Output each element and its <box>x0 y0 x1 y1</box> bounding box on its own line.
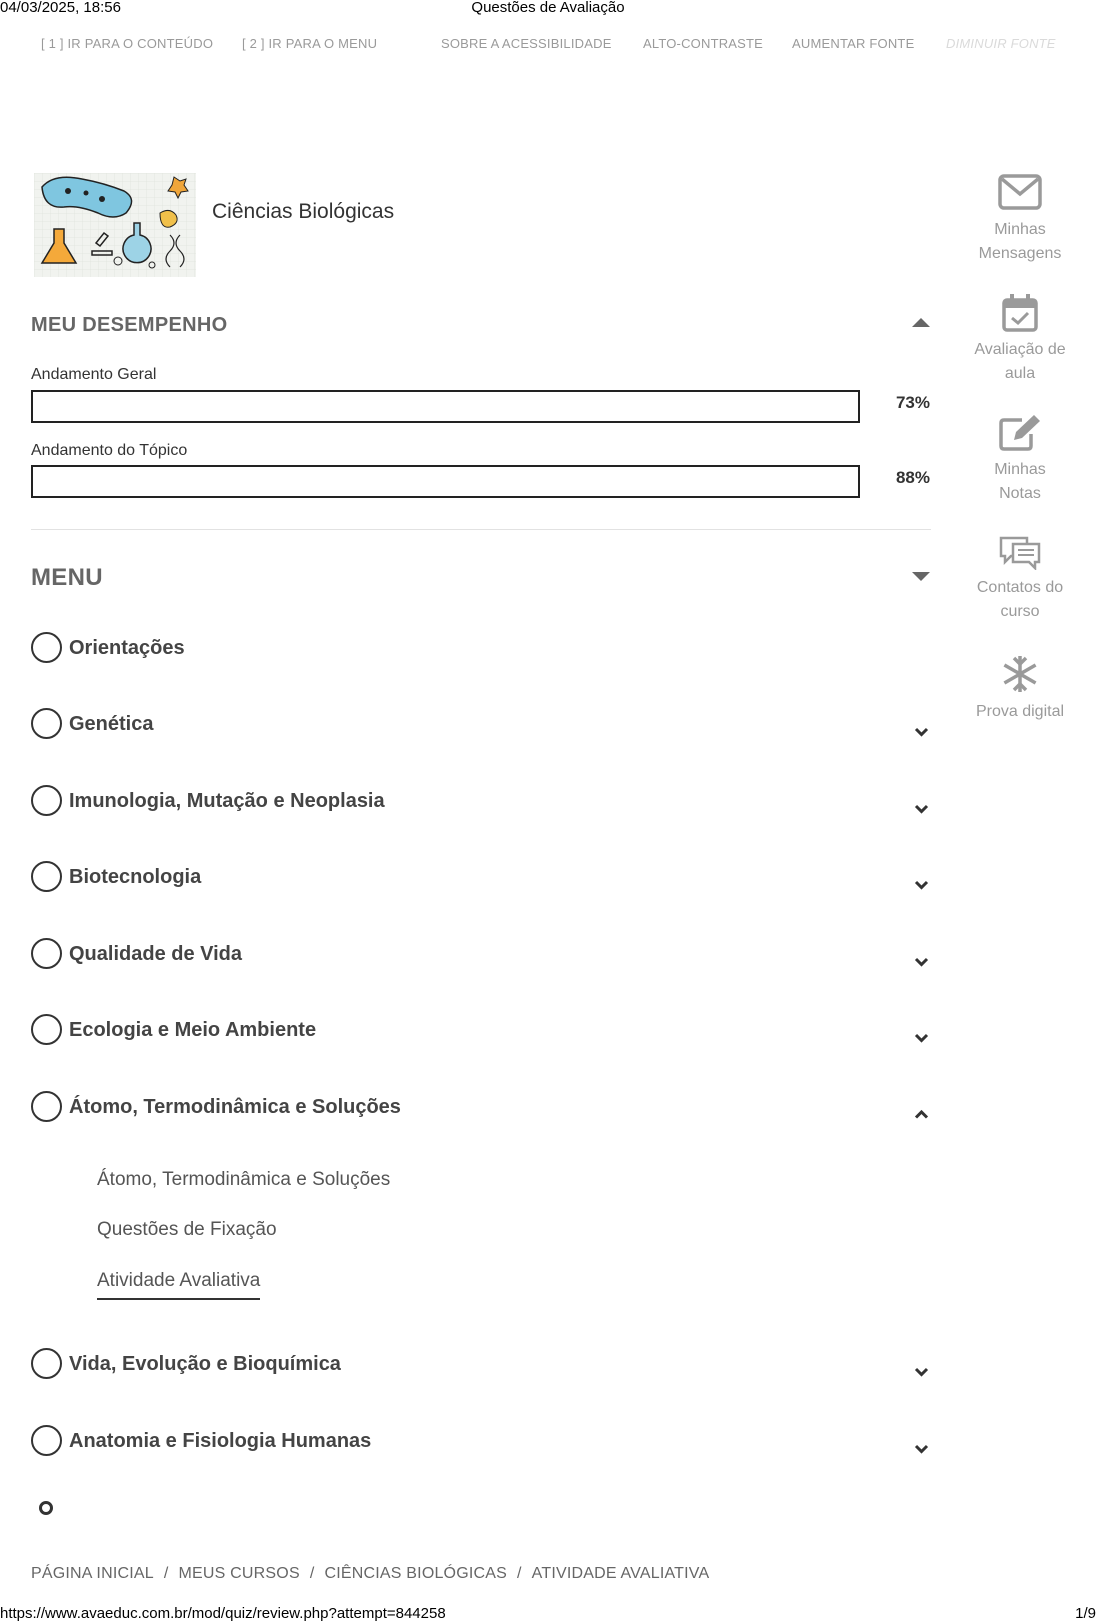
progress-circle-icon <box>31 632 62 663</box>
section-divider <box>31 529 931 530</box>
chevron-up-icon[interactable] <box>914 1107 929 1122</box>
pencil-square-icon <box>998 414 1042 452</box>
skip-to-content-link[interactable]: [ 1 ] IR PARA O CONTEÚDO <box>41 36 214 51</box>
calendar-check-icon <box>1002 294 1038 332</box>
topic-progress-bar <box>31 465 860 498</box>
breadcrumb-separator: / <box>309 1565 315 1582</box>
overall-progress-bar <box>31 390 860 423</box>
menu-item-atomo[interactable] <box>31 1091 931 1131</box>
chevron-down-icon[interactable] <box>914 1364 929 1379</box>
expand-caret-icon[interactable] <box>912 572 930 581</box>
progress-circle-icon <box>31 1348 62 1379</box>
course-contacts-button[interactable] <box>955 534 1085 624</box>
progress-circle-icon <box>31 1091 62 1122</box>
my-grades-button[interactable] <box>955 414 1085 506</box>
progress-circle-icon <box>31 785 62 816</box>
menu-item-label: Vida, Evolução e Bioquímica <box>69 1353 341 1375</box>
chevron-down-icon[interactable] <box>914 724 929 739</box>
class-evaluation-button[interactable] <box>955 294 1085 386</box>
breadcrumb <box>31 1565 709 1583</box>
snowflake-icon <box>1000 654 1040 694</box>
print-header <box>0 0 1096 18</box>
menu-item-label: Átomo, Termodinâmica e Soluções <box>69 1096 401 1118</box>
menu-item-label: Imunologia, Mutação e Neoplasia <box>69 790 385 812</box>
breadcrumb-course[interactable]: CIÊNCIAS BIOLÓGICAS <box>324 1565 507 1582</box>
messages-label-1: Minhas <box>994 221 1046 238</box>
breadcrumb-separator: / <box>163 1565 169 1582</box>
print-page-number: 1/9 <box>1075 1605 1096 1622</box>
menu-item-imunologia[interactable] <box>31 785 931 825</box>
chevron-down-icon[interactable] <box>914 1441 929 1456</box>
course-contacts-label-2: curso <box>1000 603 1040 620</box>
menu-title: MENU <box>31 564 103 591</box>
envelope-icon <box>998 174 1042 212</box>
menu-item-ecologia[interactable] <box>31 1014 931 1054</box>
menu-item-label: Genética <box>69 713 154 735</box>
messages-button[interactable] <box>955 174 1085 266</box>
overall-progress-percent: 73% <box>895 393 930 412</box>
progress-circle-icon <box>31 938 62 969</box>
course-thumbnail <box>34 173 196 277</box>
print-url: https://www.avaeduc.com.br/mod/quiz/review.php?attempt=844258 <box>0 1605 446 1622</box>
progress-circle-icon <box>31 1014 62 1045</box>
menu-item-biotecnologia[interactable] <box>31 861 931 901</box>
accessibility-bar <box>0 36 1096 56</box>
menu-item-anatomia[interactable] <box>31 1425 931 1465</box>
increase-font-link[interactable]: AUMENTAR FONTE <box>792 36 915 51</box>
subitem-atomo-conteudo[interactable]: Átomo, Termodinâmica e Soluções <box>97 1169 391 1190</box>
menu-item-orientacoes[interactable] <box>31 632 931 672</box>
topic-progress-percent: 88% <box>895 468 930 487</box>
skip-to-menu-link[interactable]: [ 2 ] IR PARA O MENU <box>242 36 378 51</box>
small-circle-icon <box>39 1501 53 1515</box>
topic-progress-fill <box>33 467 759 496</box>
chat-bubbles-icon <box>999 534 1041 570</box>
collapse-caret-icon[interactable] <box>912 318 930 327</box>
messages-label-2: Mensagens <box>978 245 1062 262</box>
menu-item-label: Biotecnologia <box>69 866 202 888</box>
subitem-atividade-avaliativa[interactable]: Atividade Avaliativa <box>97 1270 260 1300</box>
menu-item-label: Orientações <box>69 637 185 659</box>
menu-item-qualidade-de-vida[interactable] <box>31 938 931 978</box>
decrease-font-link: DIMINUIR FONTE <box>946 36 1056 51</box>
menu-item-label: Ecologia e Meio Ambiente <box>69 1019 317 1041</box>
subitem-questoes-fixacao[interactable]: Questões de Fixação <box>97 1219 277 1240</box>
overall-progress-fill <box>33 392 635 421</box>
breadcrumb-home[interactable]: PÁGINA INICIAL <box>31 1565 154 1582</box>
course-contacts-label-1: Contatos do <box>976 579 1064 596</box>
topic-progress-label: Andamento do Tópico <box>31 442 188 459</box>
print-footer <box>0 1605 1096 1624</box>
chevron-down-icon[interactable] <box>914 1030 929 1045</box>
chevron-down-icon[interactable] <box>914 954 929 969</box>
class-evaluation-label-1: Avaliação de <box>974 341 1066 358</box>
my-grades-label-1: Minhas <box>994 461 1046 478</box>
progress-circle-icon <box>31 861 62 892</box>
chevron-down-icon[interactable] <box>914 877 929 892</box>
print-datetime: 04/03/2025, 18:56 <box>0 0 121 16</box>
class-evaluation-label-2: aula <box>1004 365 1036 382</box>
menu-item-label: Anatomia e Fisiologia Humanas <box>69 1430 372 1452</box>
high-contrast-link[interactable]: ALTO-CONTRASTE <box>643 36 764 51</box>
menu-item-vida-evolucao[interactable] <box>31 1348 931 1388</box>
performance-title: MEU DESEMPENHO <box>31 314 228 336</box>
course-title: Ciências Biológicas <box>212 200 395 223</box>
about-accessibility-link[interactable]: SOBRE A ACESSIBILIDADE <box>441 36 612 51</box>
my-grades-label-2: Notas <box>999 485 1041 502</box>
print-doc-title: Questões de Avaliação <box>471 0 625 16</box>
progress-circle-icon <box>31 708 62 739</box>
breadcrumb-current: ATIVIDADE AVALIATIVA <box>531 1565 710 1582</box>
overall-progress-label: Andamento Geral <box>31 366 157 383</box>
progress-circle-icon <box>31 1425 62 1456</box>
breadcrumb-my-courses[interactable]: MEUS CURSOS <box>178 1565 300 1582</box>
chevron-down-icon[interactable] <box>914 801 929 816</box>
digital-exam-button[interactable] <box>955 654 1085 724</box>
menu-item-label: Qualidade de Vida <box>69 943 243 965</box>
digital-exam-label: Prova digital <box>975 703 1065 720</box>
menu-item-genetica[interactable] <box>31 708 931 748</box>
science-illustration-icon <box>34 173 196 277</box>
breadcrumb-separator: / <box>517 1565 522 1582</box>
